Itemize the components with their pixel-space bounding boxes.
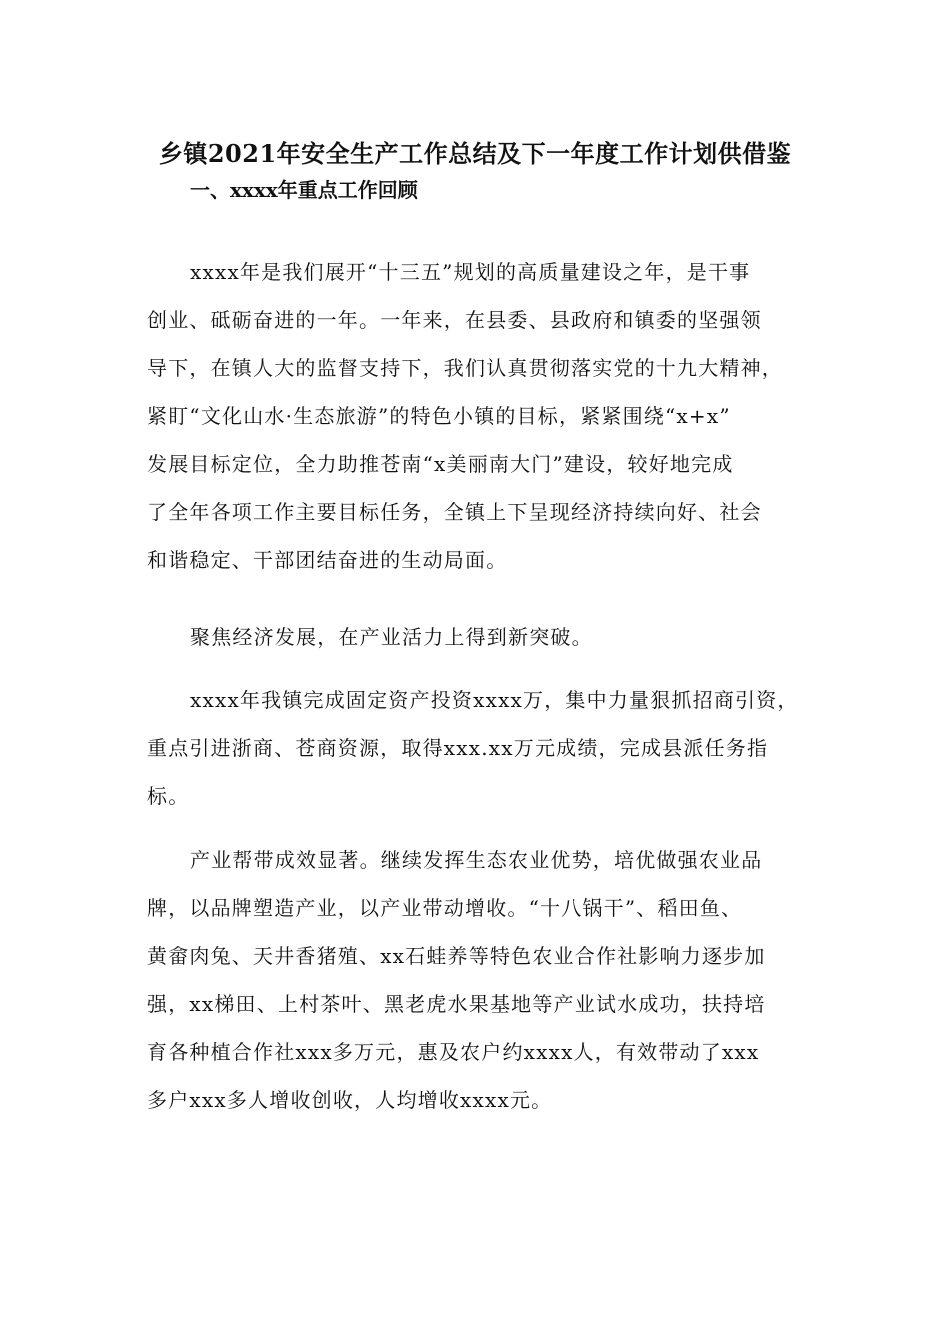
paragraph-line: 标。 (147, 784, 190, 808)
paragraph-line: 了全年各项工作主要目标任务，全镇上下呈现经济持续向好、社会 (147, 500, 762, 524)
paragraph-line: 重点引进浙商、苍商资源，取得xxx.xx万元成绩，完成县派任务指 (147, 736, 769, 760)
paragraph-line: 强，xx梯田、上村茶叶、黑老虎水果基地等产业试水成功，扶持培 (147, 992, 766, 1016)
paragraph-economy-heading (147, 613, 827, 661)
paragraph-intro (147, 248, 827, 584)
paragraph-line: 和谐稳定、干部团结奋进的生动局面。 (147, 548, 508, 572)
paragraph-line: 产业帮带成效显著。继续发挥生态农业优势，培优做强农业品 (190, 848, 763, 872)
document-title: 乡镇2021年安全生产工作总结及下一年度工作计划供借鉴 (158, 139, 792, 168)
paragraph-investment (147, 676, 827, 820)
paragraph-line: 多户xxx多人增收创收，人均增收xxxx元。 (147, 1088, 553, 1112)
paragraph-line: 发展目标定位，全力助推苍南“x美丽南大门”建设，较好地完成 (147, 452, 734, 476)
paragraph-line: 导下，在镇人大的监督支持下，我们认真贯彻落实党的十九大精神， (147, 356, 783, 380)
paragraph-line: 黄畲肉兔、天井香猪殖、xx石蛙养等特色农业合作社影响力逐步加 (147, 944, 766, 968)
paragraph-line: 牌，以品牌塑造产业，以产业带动增收。“十八锅干”、稻田鱼、 (147, 896, 743, 920)
paragraph-industry (147, 836, 827, 1124)
paragraph-line: 创业、砥砺奋进的一年。一年来，在县委、县政府和镇委的坚强领 (147, 308, 762, 332)
paragraph-line: 育各种植合作社xxx多万元，惠及农户约xxxx人，有效带动了xxx (147, 1040, 760, 1064)
paragraph-line: xxxx年是我们展开“十三五”规划的高质量建设之年，是干事 (190, 260, 751, 284)
paragraph-line: 聚焦经济发展，在产业活力上得到新突破。 (190, 625, 593, 649)
paragraph-line: 紧盯“文化山水·生态旅游”的特色小镇的目标，紧紧围绕“x+x” (147, 404, 731, 428)
section-heading: 一、xxxx年重点工作回顾 (190, 178, 418, 202)
paragraph-line: xxxx年我镇完成固定资产投资xxxx万，集中力量狠抓招商引资， (190, 688, 799, 712)
